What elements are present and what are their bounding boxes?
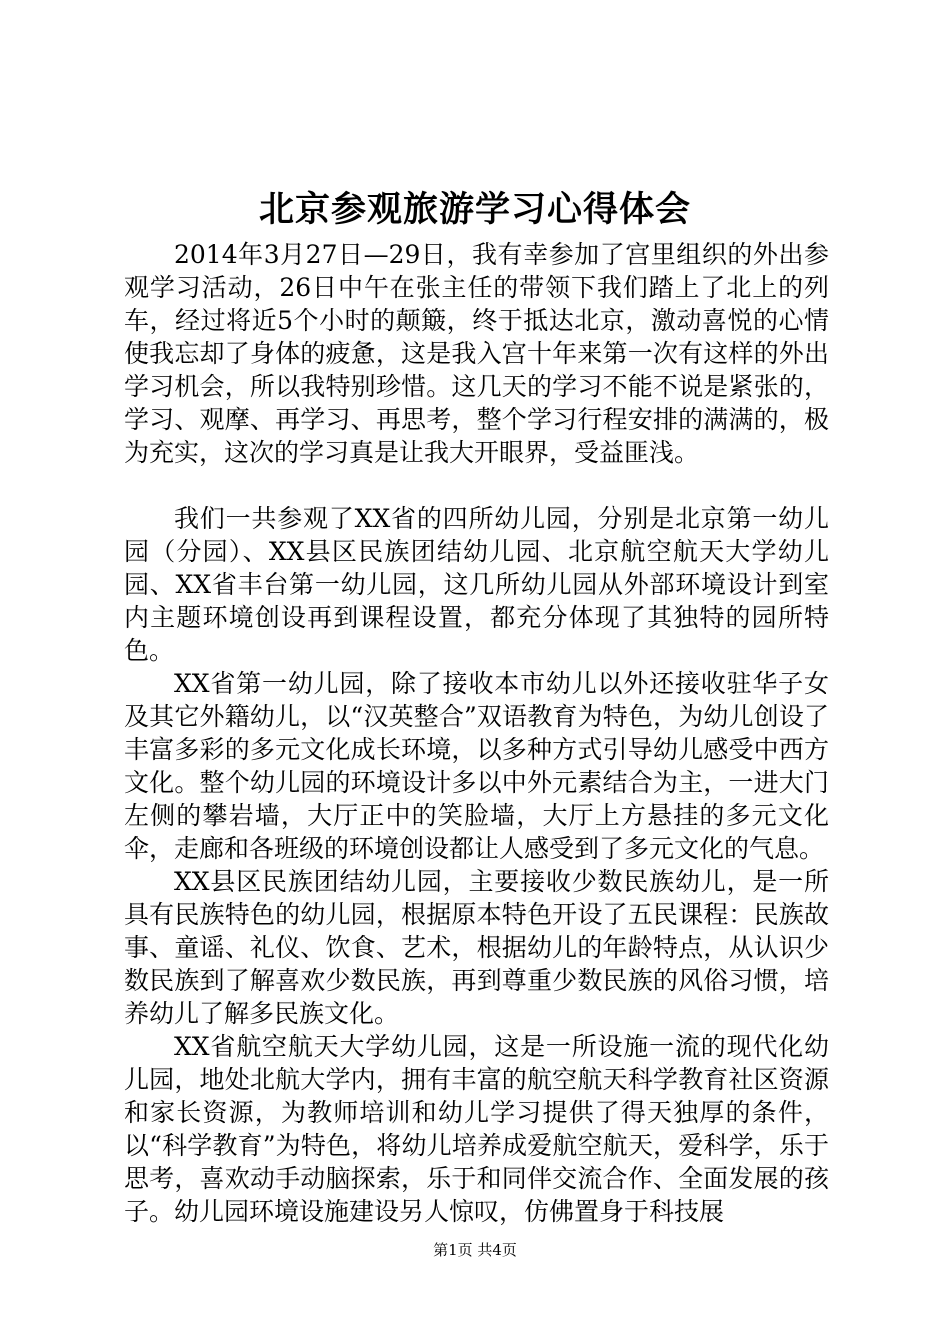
document-body [124,238,829,1228]
paragraph-aerospace-kindergarten: XX省航空航天大学幼儿园，这是一所设施一流的现代化幼儿园，地处北航大学内，拥有丰富的航空航天科学教育社区资源和家长资源，为教师培训和幼儿学习提供了得天独厚的条件，以“科学教育”为特色，将幼儿培养成爱航空航天，爱科学，乐于思考，喜欢动手动脑探索，乐于和同伴交流合作、全面发展的孩子。幼儿园环境设施建设另人惊叹，仿佛置身于科技展 [124,1032,829,1226]
paragraph-intro: 2014年3月27日—29日，我有幸参加了宫里组织的外出参观学习活动，26日中午在张主任的带领下我们踏上了北上的列车，经过将近5个小时的颠簸，终于抵达北京，激动喜悦的心情使我忘却了身体的疲惫，这是我入宫十年来第一次有这样的外出学习机会，所以我特别珍惜。这几天的学习不能不说是紧张的，学习、观摩、再学习、再思考，整个学习行程安排的满满的，极为充实，这次的学习真是让我大开眼界，受益匪浅。 [124,240,829,467]
page-number-footer: 第1页 共4页 [433,1241,517,1259]
paragraph-gap [124,469,829,502]
paragraph-overview: 我们一共参观了XX省的四所幼儿园，分别是北京第一幼儿园（分园）、XX县区民族团结幼儿园、北京航空航天大学幼儿园、XX省丰台第一幼儿园，这几所幼儿园从外部环境设计到室内主题环境创设再到课程设置，都充分体现了其独特的园所特色。 [124,504,829,665]
document-title: 北京参观旅游学习心得体会 [258,189,691,230]
paragraph-ethnic-kindergarten: XX县区民族团结幼儿园，主要接收少数民族幼儿，是一所具有民族特色的幼儿园，根据原本特色开设了五民课程：民族故事、童谣、礼仪、饮食、艺术，根据幼儿的年龄特点，从认识少数民族到了解喜欢少数民族，再到尊重少数民族的风俗习惯，培养幼儿了解多民族文化。 [124,867,829,1028]
paragraph-first-kindergarten: XX省第一幼儿园，除了接收本市幼儿以外还接收驻华子女及其它外籍幼儿，以“汉英整合”双语教育为特色，为幼儿创设了丰富多彩的多元文化成长环境，以多种方式引导幼儿感受中西方文化。整个幼儿园的环境设计多以中外元素结合为主，一进大门左侧的攀岩墙，大厅正中的笑脸墙，大厅上方悬挂的多元文化伞，走廊和各班级的环境创设都让人感受到了多元文化的气息。 [124,669,829,863]
